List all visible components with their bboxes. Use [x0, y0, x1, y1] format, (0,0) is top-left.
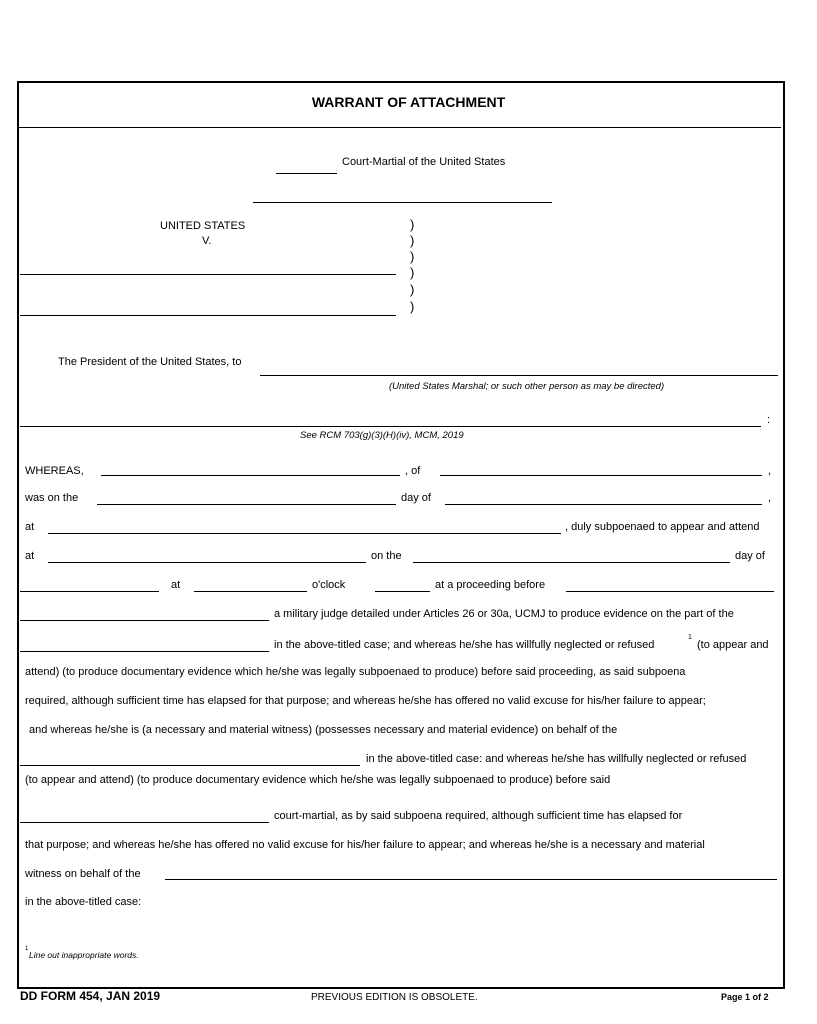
duly-subpoenaed-text: , duly subpoenaed to appear and attend	[565, 521, 760, 533]
caption-paren: )	[410, 217, 415, 232]
united-states-label: UNITED STATES	[160, 220, 246, 232]
court-martial-label: Court-Martial of the United States	[342, 156, 506, 168]
form-border	[17, 81, 785, 989]
caption-paren: )	[410, 249, 415, 264]
paragraph-line: (to appear and attend) (to produce documentary evidence which he/she was legally subpoenaed to produce) before said	[25, 774, 611, 786]
subpoena-location-field[interactable]	[48, 533, 561, 534]
addressee-continued-field[interactable]	[20, 426, 761, 427]
comma: ,	[768, 492, 772, 504]
of-label: , of	[405, 465, 421, 477]
caption-paren: )	[410, 233, 415, 248]
time-field[interactable]	[194, 591, 307, 592]
day-field[interactable]	[97, 504, 396, 505]
caption-paren: )	[410, 282, 415, 297]
oclock-label: o'clock	[312, 579, 346, 591]
footnote-text: Line out inappropriate words.	[29, 950, 139, 960]
footnote-marker: 1	[25, 946, 29, 952]
behalf-field[interactable]	[165, 879, 777, 880]
witness-behalf-label: witness on behalf of the	[25, 868, 141, 880]
obsolete-notice: PREVIOUS EDITION IS OBSOLETE.	[311, 992, 478, 1003]
on-the-label: on the	[371, 550, 402, 562]
colon-mark: :	[767, 414, 771, 426]
month-year-field[interactable]	[445, 504, 762, 505]
am-pm-field[interactable]	[375, 591, 430, 592]
witness-name-field[interactable]	[101, 475, 400, 476]
above-titled-text: in the above-titled case; and whereas he/she has willfully neglected or refused	[274, 639, 655, 651]
form-identifier: DD FORM 454, JAN 2019	[20, 989, 161, 1003]
footnote-marker: 1	[688, 634, 692, 641]
president-to-label: The President of the United States, to	[58, 356, 242, 368]
proceeding-day-field[interactable]	[413, 562, 730, 563]
proceeding-month-field[interactable]	[20, 591, 159, 592]
proceeding-location-field[interactable]	[48, 562, 366, 563]
appear-and-text: (to appear and	[697, 639, 769, 651]
paragraph-line: attend) (to produce documentary evidence which he/she was legally subpoenaed to produce) before said proceeding, as said subpoena	[25, 666, 686, 678]
military-judge-text: a military judge detailed under Articles 26 or 30a, UCMJ to produce evidence on the part of the	[274, 608, 734, 620]
marshal-note: (United States Marshal; or such other person as may be directed)	[389, 381, 665, 392]
was-on-the-label: was on the	[25, 492, 79, 504]
rcm-note: See RCM 703(g)(3)(H)(iv), MCM, 2019	[300, 430, 464, 441]
above-titled-text: in the above-titled case:	[25, 896, 142, 908]
court-martial-text: court-martial, as by said subpoena required, although sufficient time has elapsed for	[274, 810, 683, 822]
versus-label: V.	[202, 235, 212, 247]
caption-paren: )	[410, 265, 415, 280]
at-label: at	[25, 550, 35, 562]
witness-address-field[interactable]	[440, 475, 762, 476]
proceeding-type-field[interactable]	[566, 591, 774, 592]
caption-paren: )	[410, 299, 415, 314]
court-martial-type-field[interactable]	[20, 822, 269, 823]
proceeding-before-text: at a proceeding before	[435, 579, 546, 591]
whereas-label: WHEREAS,	[25, 465, 84, 477]
party-field-2[interactable]	[20, 765, 360, 766]
page-number: Page 1 of 2	[721, 992, 769, 1002]
day-of-label: day of	[401, 492, 431, 504]
paragraph-line: that purpose; and whereas he/she has offered no valid excuse for his/her failure to appear; and whereas he/she is a necessary and material	[25, 839, 705, 851]
convening-field[interactable]	[20, 620, 269, 621]
at-label: at	[171, 579, 181, 591]
title-divider	[18, 127, 781, 128]
accused-rank-field[interactable]	[20, 315, 396, 316]
comma: ,	[768, 465, 772, 477]
at-label: at	[25, 521, 35, 533]
form-title: WARRANT OF ATTACHMENT	[311, 94, 506, 110]
day-of-label: day of	[735, 550, 765, 562]
paragraph-line: and whereas he/she is (a necessary and material witness) (possesses necessary and material evidence) on behalf of the	[29, 724, 618, 736]
accused-name-field[interactable]	[20, 274, 396, 275]
paragraph-line: required, although sufficient time has elapsed for that purpose; and whereas he/she has offered no valid excuse for his/her failure to appear;	[25, 695, 706, 707]
addressee-field[interactable]	[260, 375, 778, 376]
party-field[interactable]	[20, 651, 269, 652]
above-titled-text: in the above-titled case: and whereas he/she has willfully neglected or refused	[366, 753, 747, 765]
court-type-field[interactable]	[276, 173, 337, 174]
court-location-field[interactable]	[253, 202, 552, 203]
